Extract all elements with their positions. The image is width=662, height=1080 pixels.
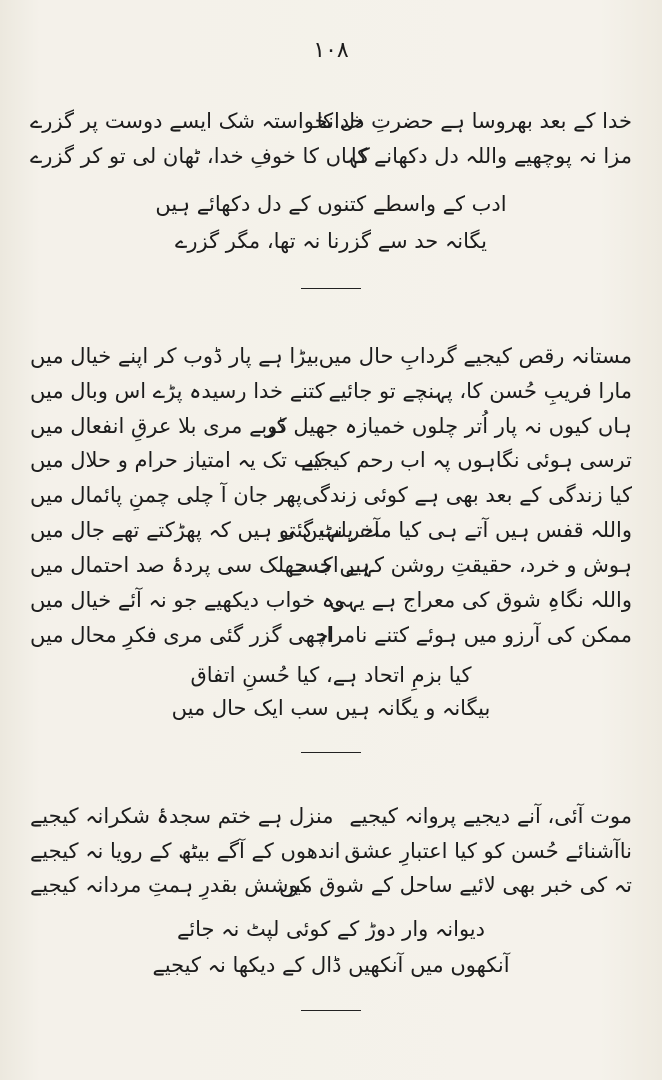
closing-line: یگانہ حد سے گزرنا نہ تھا، مگر گزرے — [175, 229, 487, 253]
misra-first: ہوش و خرد، حقیقتِ روشن کہیں جسے — [288, 553, 632, 577]
couplet — [30, 548, 632, 582]
couplet — [30, 513, 632, 547]
misra-first: کیا زندگی کے بعد بھی ہے کوئی زندگی — [302, 483, 632, 507]
section-divider — [301, 1010, 361, 1011]
section-divider — [301, 288, 361, 289]
misra-second: آخر نہیں تو ہیں کہ پھڑکتے تھے جال میں — [30, 518, 380, 542]
closing-line: کیا بزمِ اتحاد ہے، کیا حُسنِ اتفاق — [190, 663, 472, 687]
page-number: ۱۰۸ — [313, 38, 349, 63]
couplet — [30, 834, 632, 868]
couplet — [30, 868, 632, 902]
couplet — [30, 409, 632, 443]
couplet — [30, 104, 632, 138]
couplet — [30, 339, 632, 373]
misra-first: ناآشنائے حُسن کو کیا اعتبارِ عشق — [344, 839, 632, 863]
closing-line: دیوانہ وار دوڑ کے کوئی لپٹ نہ جائے — [176, 917, 486, 941]
misra-first: موت آئی، آنے دیجیے پروانہ کیجیے — [349, 804, 632, 828]
misra-first: ہاں کیوں نہ پار اُتر چلوں خمیازہ جھیل کر — [265, 414, 632, 438]
misra-first: مستانہ رقص کیجیے گردابِ حال میں — [318, 344, 632, 368]
misra-second: اندھوں کے آگے بیٹھ کے رویا نہ کیجیے — [30, 839, 341, 863]
couplet — [30, 799, 632, 833]
misra-first: مارا فریبِ حُسن کا، پہنچے تو جائیے — [328, 379, 632, 403]
couplet — [30, 478, 632, 512]
closing-line: بیگانہ و یگانہ ہیں سب ایک حال میں — [171, 696, 491, 720]
misra-second: کب تک یہ امتیاز حرام و حلال میں — [30, 448, 325, 472]
misra-second: بیڑا ہے پار ڈوب کر اپنے خیال میں — [30, 344, 320, 368]
misra-second: اچھی گزر گئی مری فکرِ محال میں — [30, 623, 335, 647]
misra-second: کہاں کا خوفِ خدا، ٹھان لی تو کر گزرے — [30, 144, 370, 168]
couplet — [30, 374, 632, 408]
closing-line: ادب کے واسطے کتنوں کے دل دکھائے ہیں — [155, 192, 507, 216]
misra-first: واللہ قفس ہیں آتے ہی کیا مت پلٹ گئی — [279, 518, 632, 542]
couplet — [30, 618, 632, 652]
misra-first: خدا کے بعد بھروسا ہے حضرتِ دل کا — [316, 109, 632, 133]
misra-second: وہ خواب دیکھیے جو نہ آئے خیال میں — [30, 588, 345, 612]
couplet — [30, 443, 632, 477]
misra-second: کوشش بقدرِ ہمتِ مردانہ کیجیے — [30, 873, 310, 897]
section-divider — [301, 752, 361, 753]
misra-first: ممکن کی آرزو میں ہوئے کتنے نامراد — [317, 623, 632, 647]
misra-second: پھر جان آ چلی چمنِ پائمال میں — [30, 483, 302, 507]
misra-first: تہ کی خبر بھی لائیے ساحل کے شوق میں — [279, 873, 632, 897]
closing-line: آنکھوں میں آنکھیں ڈال کے دیکھا نہ کیجیے — [152, 953, 510, 977]
misra-second: ڈوبے مری بلا عرقِ انفعال میں — [30, 414, 287, 438]
misra-first: ترسی ہوئی نگاہوں پہ اب رحم کیجیے — [301, 448, 632, 472]
misra-first: مزا نہ پوچھیے واللہ دل دکھانے کا — [350, 144, 632, 168]
misra-second: کتنے خدا رسیدہ پڑے اس وبال میں — [30, 379, 325, 403]
couplet — [30, 139, 632, 173]
couplet — [30, 583, 632, 617]
misra-second: خدانخواستہ شک ایسے دوست پر گزرے — [30, 109, 364, 133]
misra-second: ہے اک جھلک سی پردۂ صد احتمال میں — [30, 553, 370, 577]
misra-first: واللہ نگاہِ شوق کی معراج ہے یہی — [329, 588, 632, 612]
misra-second: منزل ہے ختم سجدۂ شکرانہ کیجیے — [30, 804, 334, 828]
